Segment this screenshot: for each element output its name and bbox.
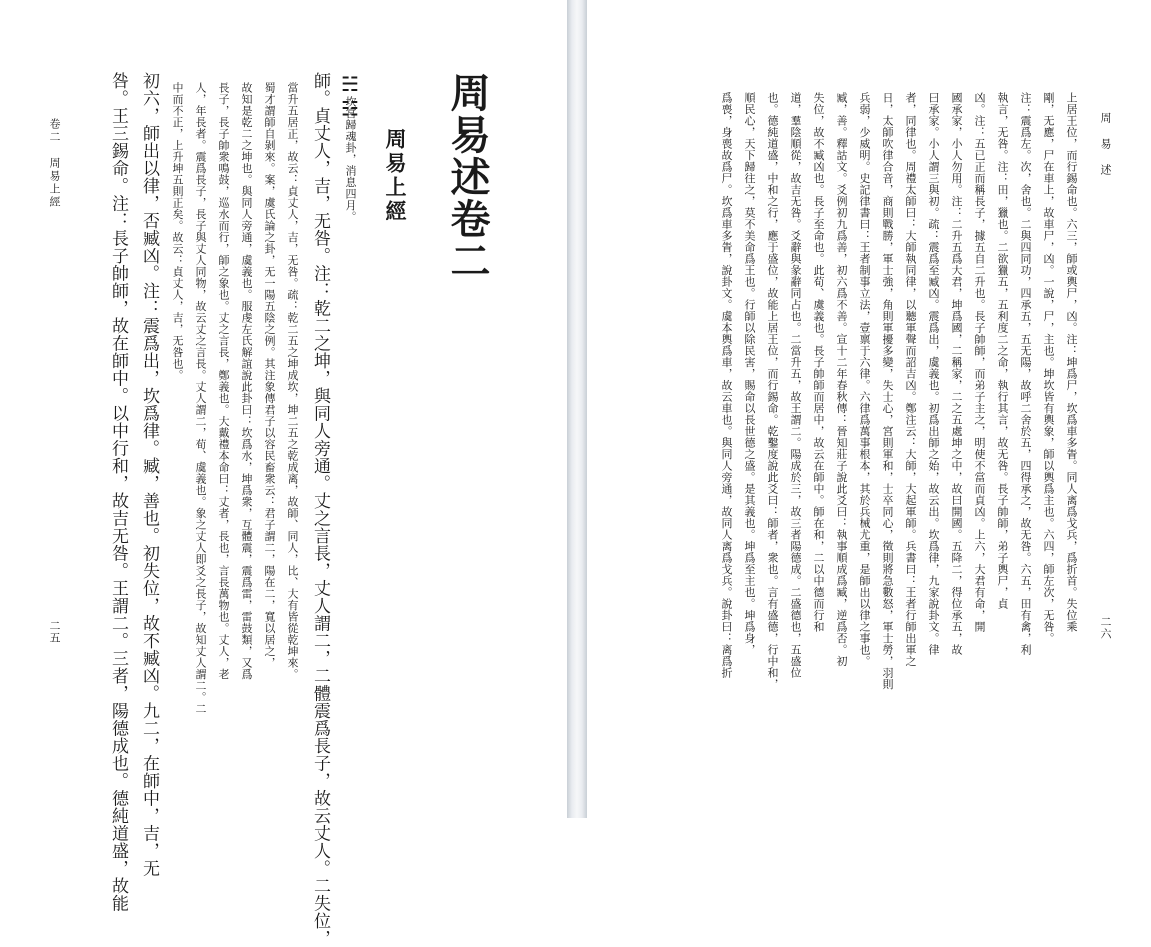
- text-column: 執言，无咎。注：田，獵也。二欲獵五，五利度二之命，執行其言，故无咎。長子帥師，弟子輿尸，貞: [996, 92, 1009, 610]
- text-column: 注：震爲左。次，舍也。二與四同功，四承五，五无陽，故呼二舍於五，四得承之，故无咎。六五，田有禽，利: [1019, 92, 1032, 656]
- volume-title: 周易述卷二: [444, 72, 491, 282]
- text-column: 故知是乾二之坤也。與同人旁通，虞義也。服虔左氏解誼說此卦曰：坎爲水，坤爲衆，互體震，震爲雷，雷鼓類，又爲: [240, 82, 253, 680]
- text-column: 兵弱，少威明。史記律書曰：王者制事立法，壹禀于六律。六律爲萬事根本，其於兵械尤重，是師出以律之事也。: [858, 92, 871, 667]
- text-column: 臧，善。釋詁文。爻例初九爲善，初六爲不善。宣十二年春秋傳：晉知莊子說此爻曰：執事順成爲臧，逆爲否。初: [835, 92, 848, 667]
- text-column: 蜀才謂師自剝來。案，虞氏論之卦，无一陽五陰之例。其注象傳君子以容民畜衆云：君子謂二，陽在二，寬以居之，: [263, 82, 276, 669]
- book-subtitle: 周易上經: [383, 128, 408, 224]
- text-column: 當升五居正，故云：貞丈人，吉，无咎。疏：乾二五之坤成坎，坤二五之乾成离，故師、同人，比、大有皆從乾坤來。: [286, 82, 299, 680]
- text-column: 失位，故不臧凶也。長子至命也。此荀、虞義也。長子帥師而居中，故云在師中。師在和，二以中德而行和: [812, 92, 825, 633]
- text-column: 爲喪，身喪故爲尸。坎爲車多眚，說卦文。虞本輿爲車，故云車也。與同人旁通，故同人离爲戈兵。說卦曰：离爲折: [720, 92, 733, 679]
- text-column: 長子，長子帥衆鳴鼓，巡水而行，師之象也。丈之言長，鄭義也。大戴禮本命曰：丈者，長也，言長萬物也。丈人，老: [217, 82, 230, 680]
- page-number: 二五: [48, 620, 61, 644]
- left-page: [0, 0, 567, 947]
- text-column: 師。貞丈人，吉，无咎。注：乾二之坤，與同人旁通。丈之言長，丈人謂二，二體震爲長子，故云丈人。二失位，: [310, 72, 330, 947]
- text-column: 國承家，小人勿用。注：二升五爲大君，坤爲國，二稱家，二之五處坤之中，故曰開國。五降二，得位承五，故: [950, 92, 963, 656]
- page-runner: 卷二 周易上經: [48, 118, 61, 209]
- book-gutter: [567, 0, 587, 818]
- text-column: 咎。王三錫命。注：長子帥師，故在師中。以中行和，故吉无咎。王謂二。三者，陽德成也。德純道盛，故能: [108, 72, 128, 912]
- text-column: 中而不正，上升坤五則正矣。故云：貞丈人，吉，无咎也。: [171, 82, 184, 381]
- page-runner: 周 易 述: [1099, 112, 1112, 177]
- right-page: [587, 0, 1151, 818]
- text-column: 人，年長者。震爲長子，長子與丈人同物，故云丈之言長。丈人謂二，荀、虞義也。象之丈人即爻之長子，故知丈人謂二。二: [194, 82, 207, 715]
- text-column: 坎宮歸魂卦，消息四月。: [344, 96, 357, 223]
- text-column: 曰承家。小人謂三與初。疏：震爲至臧凶。震爲出，虞義也。初爲出師之始，故云出。坎爲律，九家說卦文。律: [927, 92, 940, 656]
- text-column: 道，羣陰順從，故吉无咎。爻辭與彖辭同占也。二當升五，故王謂二。陽成於三，故三者陽德成。二盛德也，五盛位: [789, 92, 802, 679]
- text-column: 也。德純道盛，中和之行，應于盛位，故能上居王位，而行錫命。乾鑿度說此爻曰：師者，衆也。言有盛德，行中和，: [766, 92, 779, 690]
- text-column: 凶。注：五已正而稱長子，據五自二升也。長子帥師，而弟子主之，明使不當而貞凶。上六，大君有命，開: [973, 92, 986, 633]
- text-column: 剛，无應，尸在車上，故車尸，凶。一說，尸，主也。坤坎皆有輿象，師以輿爲主也。六四，師左次，无咎。: [1042, 92, 1055, 644]
- hexagram-symbol: ☵☷: [338, 72, 362, 121]
- text-column: 順民心，天下歸往之，莫不美命爲王也。行師以除民害，賜命以長世德之盛。是其義也。坤爲至主也。坤爲身，: [743, 92, 756, 656]
- text-column: 初六，師出以律，否臧凶。注：震爲出，坎爲律。臧，善也。初失位，故不臧凶。九二，在師中，吉，无: [139, 72, 159, 877]
- text-column: 者，同律也。周禮太師曰：大師執同律，以聽軍聲而詔吉凶。鄭注云：大師，大起軍師。兵書曰：王者行師出軍之: [904, 92, 917, 667]
- page-number: 二六: [1099, 616, 1112, 640]
- text-column: 上居王位，而行錫命也。六三，師或輿尸，凶。注：坤爲尸，坎爲車多眚。同人离爲戈兵，爲折首。失位乘: [1065, 92, 1078, 633]
- text-column: 日，太師吹律合音，商則戰勝，軍士強，角則軍擾多變，失士心，宮則軍和，士卒同心，徵則將急數怒，軍士勞，羽則: [881, 92, 894, 690]
